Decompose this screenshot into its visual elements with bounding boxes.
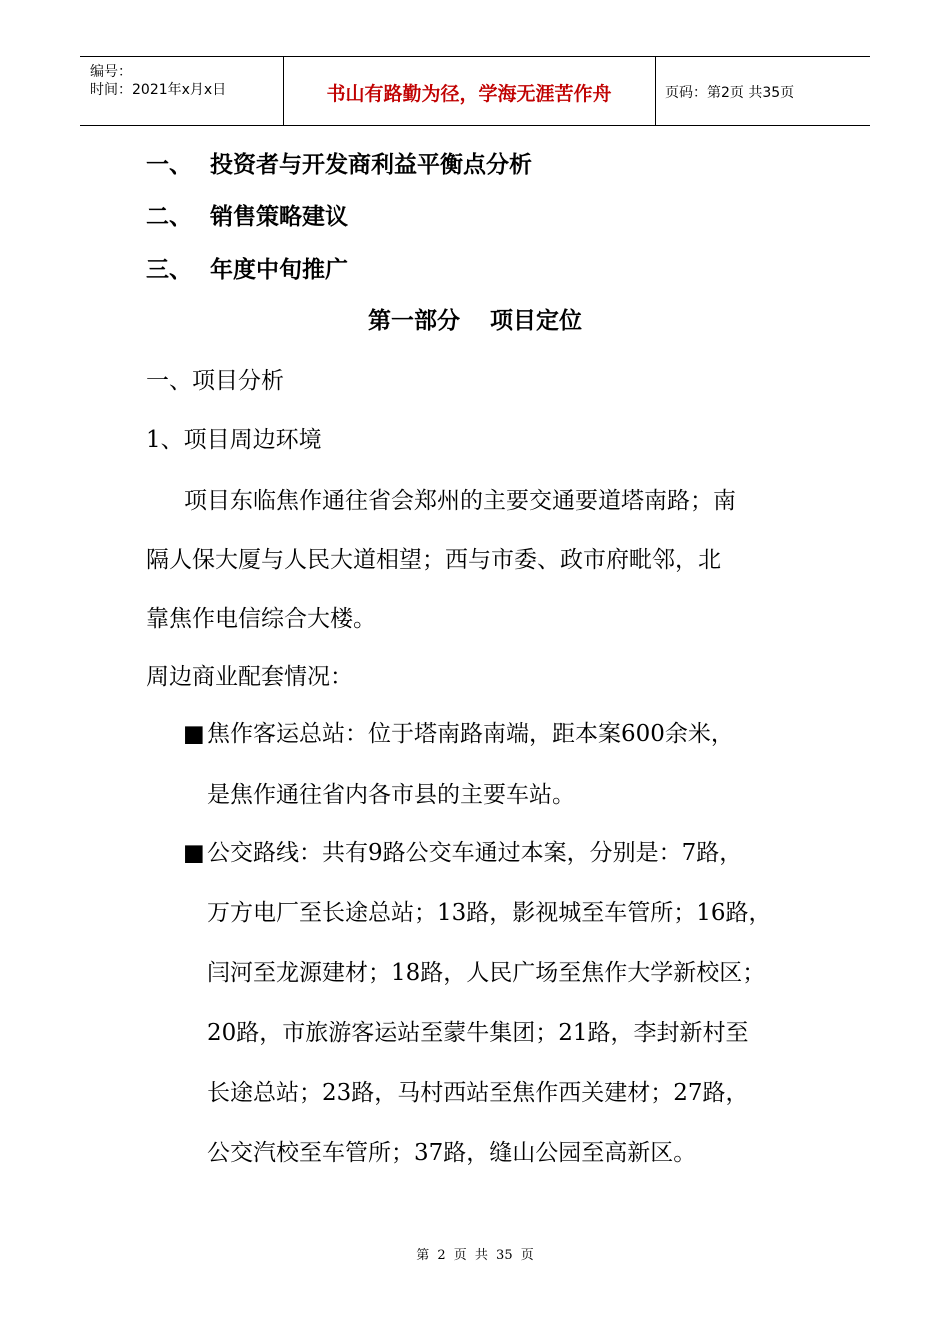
intro-line-2: 隔人保大厦与人民大道相望；西与市委、政市府毗邻，北 — [146, 547, 721, 573]
facilities-label: 周边商业配套情况： — [146, 664, 353, 690]
bullet-item-2-line-5: 长途总站；23路，马村西站至焦作西关建材；27路， — [207, 1080, 749, 1106]
toc-item-2 — [146, 198, 348, 231]
bullet-square-icon: ■ — [183, 721, 205, 747]
bullet-item-2-line-4: 20路，市旅游客运站至蒙牛集团；21路，李封新村至 — [207, 1020, 749, 1046]
bullet-item-2-line-3: 闫河至龙源建材；18路，人民广场至焦作大学新校区； — [207, 960, 766, 986]
bullet-item-2-line-6: 公交汽校至车管所；37路，缝山公园至高新区。 — [207, 1140, 697, 1166]
bullet-text: 公交路线：共有9路公交车通过本案，分别是：7路， — [207, 840, 743, 866]
intro-line-1: 项目东临焦作通往省会郑州的主要交通要道塔南路；南 — [184, 488, 736, 514]
bullet-text: 焦作客运总站：位于塔南路南端，距本案600余米， — [207, 721, 734, 747]
bullet-item-1-line-2: 是焦作通往省内各市县的主要车站。 — [207, 782, 575, 808]
header-page-info: 页码：第2页 共35页 — [665, 85, 795, 101]
bullet-item-1-line-1 — [183, 715, 734, 748]
page-header — [80, 56, 870, 126]
toc-item-number: 一、 — [146, 152, 192, 178]
page-footer: 第 2 页 共 35 页 — [416, 1248, 534, 1263]
bullet-square-icon: ■ — [183, 840, 205, 866]
bullet-item-2-line-1 — [183, 834, 742, 867]
header-page-cell — [656, 57, 870, 125]
document-number-label: 编号： — [90, 64, 132, 80]
toc-item-number: 二、 — [146, 204, 192, 230]
toc-item-label: 销售策略建议 — [210, 204, 348, 230]
toc-item-label: 投资者与开发商利益平衡点分析 — [210, 152, 532, 178]
toc-item-number: 三、 — [146, 257, 192, 283]
document-time-label: 时间：2021年x月x日 — [90, 82, 227, 98]
header-motto: 书山有路勤为径，学海无涯苦作舟 — [326, 83, 612, 105]
toc-item-1 — [146, 146, 532, 179]
bullet-item-2-line-2: 万方电厂至长途总站；13路，影视城至车管所；16路， — [207, 900, 772, 926]
intro-line-3: 靠焦作电信综合大楼。 — [146, 606, 376, 632]
toc-item-3 — [146, 251, 348, 284]
part-title: 第一部分 项目定位 — [367, 308, 582, 334]
section-heading: 一、项目分析 — [146, 368, 284, 394]
header-motto-cell — [283, 57, 656, 125]
subsection-heading: 1、项目周边环境 — [146, 427, 322, 453]
header-meta-cell — [80, 57, 284, 125]
toc-item-label: 年度中旬推广 — [210, 257, 348, 283]
